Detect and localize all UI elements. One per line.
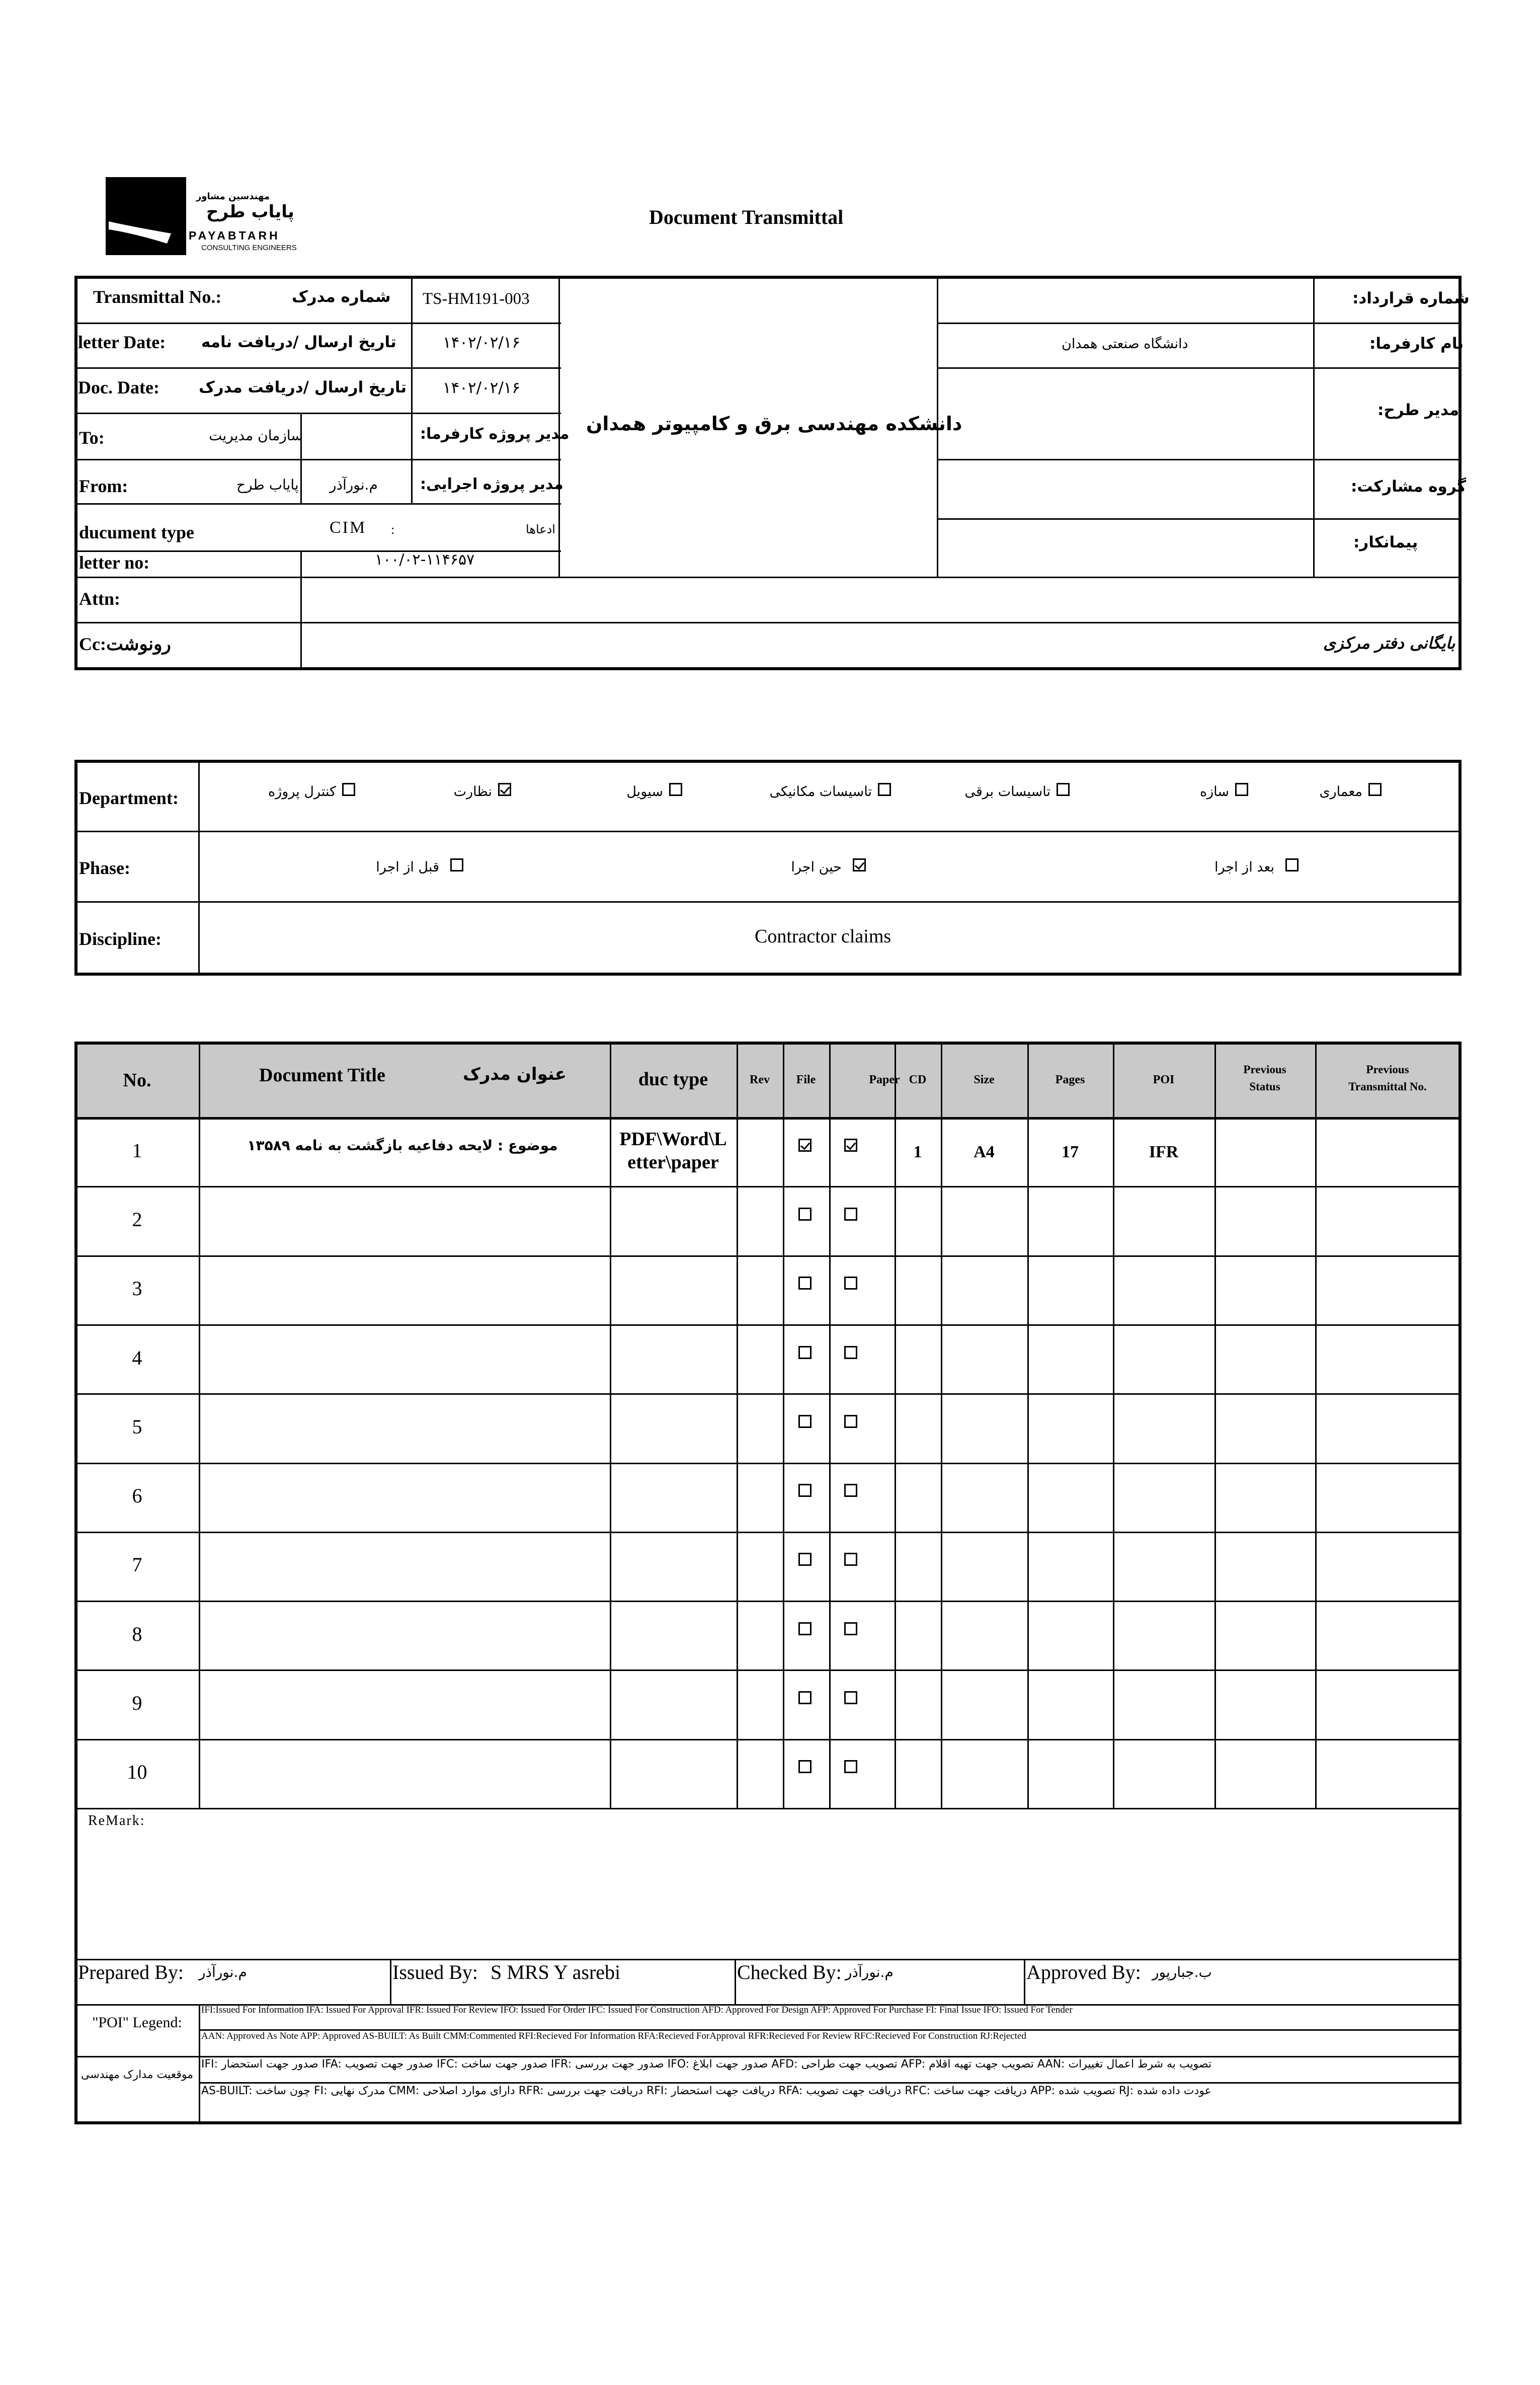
department-label: Department: [79,788,179,808]
to-label: To: [79,428,105,448]
status-legend-line2: AS-BUILT: چون ساخت FI: مدرک نهایی CMM: دارای موارد اصلاحی RFR: دریافت جهت بررسی RFI: دریافت جهت استحضار RFA: دریافت جهت تصویب RFC: دریافت جهت ساخت APP: تصویب شده RJ: عودت داده شده [201,2085,1211,2097]
client-pm-label: مدیر پروژه کارفرما: [420,425,570,443]
transmittal-no-label-fa: شماره مدرک [292,288,391,306]
col-header-title-fa: عنوان مدرک [463,1064,567,1084]
phase-option-label: قبل از اجرا [376,859,439,875]
poi-legend-label: "POI" Legend: [92,2014,182,2031]
paper-checkbox[interactable] [844,1277,857,1290]
department-option-label: کنترل پروژه [268,784,336,800]
approved-label: Approved By: [1026,1961,1141,1983]
page-title: Document Transmittal [649,206,844,228]
logo-mark-icon [106,177,186,255]
department-option-label: سیویل [626,784,663,800]
file-checkbox[interactable] [798,1691,812,1704]
table-row [74,1463,1462,1532]
row-type-line2: etter\paper [627,1151,719,1173]
row-size: A4 [974,1142,995,1161]
letter-no-label: letter no: [79,552,150,573]
col-header-title: Document Title [259,1065,385,1086]
letter-date-label-fa: تاریخ ارسال /دریافت نامه [201,333,396,351]
table-row [74,1255,1462,1324]
contractor-label: پیمانکار: [1353,533,1418,551]
phase-option-label: حین اجرا [791,859,842,875]
file-checkbox[interactable] [798,1415,812,1428]
row-poi: IFR [1149,1142,1179,1161]
logo-company-fa: پایاب طرح [206,202,294,222]
client-value: دانشگاه صنعتی همدان [1062,336,1188,352]
col-header-file: File [796,1073,816,1086]
letter-no: ۱۰۰/۰۲-۱۱۴۶۵۷ [375,551,475,569]
project-name: دانشکده مهندسی برق و کامپیوتر همدان [586,413,962,435]
phase-checkbox[interactable] [450,858,463,871]
department-checkbox[interactable] [1057,783,1070,796]
remark-label: ReMark: [88,1813,145,1828]
file-checkbox[interactable] [798,1139,812,1152]
col-header-prev-status-1: Previous [1243,1063,1286,1076]
checked-label: Checked By: [737,1961,842,1983]
doc-type-value: CIM [330,518,367,537]
row-number: 2 [132,1208,142,1231]
doc-date: ۱۴۰۲/۰۲/۱۶ [443,379,521,397]
file-checkbox[interactable] [798,1346,812,1359]
file-checkbox[interactable] [798,1553,812,1566]
phase-checkbox[interactable] [1285,858,1299,871]
paper-checkbox[interactable] [844,1553,857,1566]
table-row [74,1532,1462,1601]
row-number: 10 [127,1761,147,1784]
logo-company-fa-small: مهندسین مشاور [196,191,270,202]
paper-checkbox[interactable] [844,1346,857,1359]
department-option-label: معماری [1319,784,1362,800]
designer-label: مدیر طرح: [1377,401,1460,419]
logo-company-sub: CONSULTING ENGINEERS [201,244,297,252]
from-person: م.نورآذر [330,476,378,493]
phase-checkbox[interactable] [853,858,866,871]
logo-company-en: PAYABTARH [189,229,280,242]
poi-legend-line1: IFI:Issued For Information IFA: Issued For Approval IFR: Issued For Review IFO: Issued For Order IFC: Issued For Construction AFD: Approved For Design AFP: Approved For Purchase FI: Final Issue IFO: Issued For Tender [201,2005,1073,2015]
row-number: 3 [132,1277,142,1300]
approved-value: ب.جبارپور [1152,1964,1212,1980]
col-header-type: duc type [638,1069,708,1090]
file-checkbox[interactable] [798,1484,812,1497]
department-checkbox[interactable] [1235,783,1248,796]
paper-checkbox[interactable] [844,1622,857,1635]
from-label: From: [79,476,128,496]
status-legend-label: موقعیت مدارک مهندسی [80,2069,194,2081]
department-checkbox[interactable] [498,783,511,796]
issued-value: S MRS Y asrebi [491,1961,621,1983]
col-header-size: Size [974,1073,995,1086]
col-header-prev-trans-1: Previous [1366,1063,1409,1076]
department-checkbox[interactable] [878,783,891,796]
transmittal-no: TS-HM191-003 [423,290,530,308]
row-cd: 1 [913,1142,922,1161]
col-header-poi: POI [1153,1073,1175,1086]
doc-date-label: Doc. Date: [78,377,159,398]
department-checkbox[interactable] [669,783,682,796]
prepared-value: م.نورآذر [199,1964,247,1980]
discipline-label: Discipline: [79,929,162,949]
cc-value: بایگانی دفتر مرکزی [1323,633,1455,653]
row-title: موضوع : لایحه دفاعیه بازگشت به نامه ۱۳۵۸۹ [247,1137,558,1154]
transmittal-no-label: Transmittal No.: [93,287,222,307]
letter-date: ۱۴۰۲/۰۲/۱۶ [443,334,521,352]
row-number: 9 [132,1692,142,1715]
prepared-label: Prepared By: [78,1961,184,1983]
paper-checkbox[interactable] [844,1760,857,1773]
row-number: 8 [132,1622,142,1645]
department-option-label: نظارت [453,784,492,800]
participation-label: گروه مشارکت: [1351,478,1467,496]
paper-checkbox[interactable] [844,1484,857,1497]
phase-label: Phase: [79,858,130,878]
paper-checkbox[interactable] [844,1139,857,1152]
poi-legend-line2: AAN: Approved As Note APP: Approved AS-BUILT: As Built CMM:Commented RFI:Recieved For Information RFA:Recieved ForApproval RFR:Recieved For Review RFC:Recieved For Construction RJ:Rejected [201,2031,1026,2041]
col-header-paper: Paper [869,1073,900,1086]
exec-pm-label: مدیر پروژه اجرایی: [420,475,563,493]
row-type-line1: PDF\Word\L [619,1128,727,1150]
to-value: سازمان مدیریت [209,427,303,444]
row-number: 1 [132,1139,142,1162]
department-option-label: تاسیسات مکانیکی [769,784,872,800]
contract-no-label: شماره قرارداد: [1352,289,1470,307]
table-row [74,1739,1462,1808]
doc-type-label: ducument type [79,522,195,542]
cc-label: Cc:رونوشت [79,634,171,654]
row-number: 6 [132,1484,142,1507]
doc-type-sep: : [391,522,395,537]
col-header-rev: Rev [750,1073,770,1086]
file-checkbox[interactable] [798,1277,812,1290]
company-logo [106,177,307,260]
table-row [74,1393,1462,1462]
row-number: 5 [132,1415,142,1438]
department-checkbox[interactable] [342,783,355,796]
paper-checkbox[interactable] [844,1208,857,1221]
file-checkbox[interactable] [798,1622,812,1635]
status-legend-line1: IFI: صدور جهت استحضار IFA: صدور جهت تصویب IFC: صدور جهت ساخت IFR: صدور جهت بررسی IFO: صدور جهت ابلاغ AFD: تصویب جهت طراحی AFP: تصویب جهت تهیه اقلام AAN: تصویب به شرط اعمال تغییرات [201,2058,1212,2071]
department-checkbox[interactable] [1368,783,1382,796]
attn-label: Attn: [79,589,120,609]
doc-type-fa: ادعاها [526,522,555,536]
paper-checkbox[interactable] [844,1415,857,1428]
col-header-prev-status-2: Status [1249,1080,1280,1093]
table-row [74,1601,1462,1670]
row-number: 4 [132,1346,142,1369]
department-option-label: سازه [1199,784,1229,800]
client-label: نام کارفرما: [1369,335,1464,353]
paper-checkbox[interactable] [844,1691,857,1704]
checked-value: م.نورآذر [845,1964,894,1980]
letter-date-label: letter Date: [78,332,166,352]
table-row [74,1670,1462,1738]
doc-date-label-fa: تاریخ ارسال /دریافت مدرک [199,378,407,396]
col-header-no: No. [123,1070,151,1091]
file-checkbox[interactable] [798,1760,812,1773]
phase-option-label: بعد از اجرا [1214,859,1274,875]
col-header-prev-trans-2: Transmittal No. [1348,1080,1427,1093]
from-value: پایاب طرح [236,476,299,493]
col-header-pages: Pages [1055,1073,1085,1086]
issued-label: Issued By: [392,1961,478,1983]
row-pages: 17 [1062,1142,1079,1161]
file-checkbox[interactable] [798,1208,812,1221]
col-header-cd: CD [909,1073,927,1086]
discipline-value: Contractor claims [755,926,891,947]
department-option-label: تاسیسات برقی [964,784,1050,800]
table-row [74,1186,1462,1255]
table-row [74,1324,1462,1393]
row-number: 7 [132,1553,142,1576]
